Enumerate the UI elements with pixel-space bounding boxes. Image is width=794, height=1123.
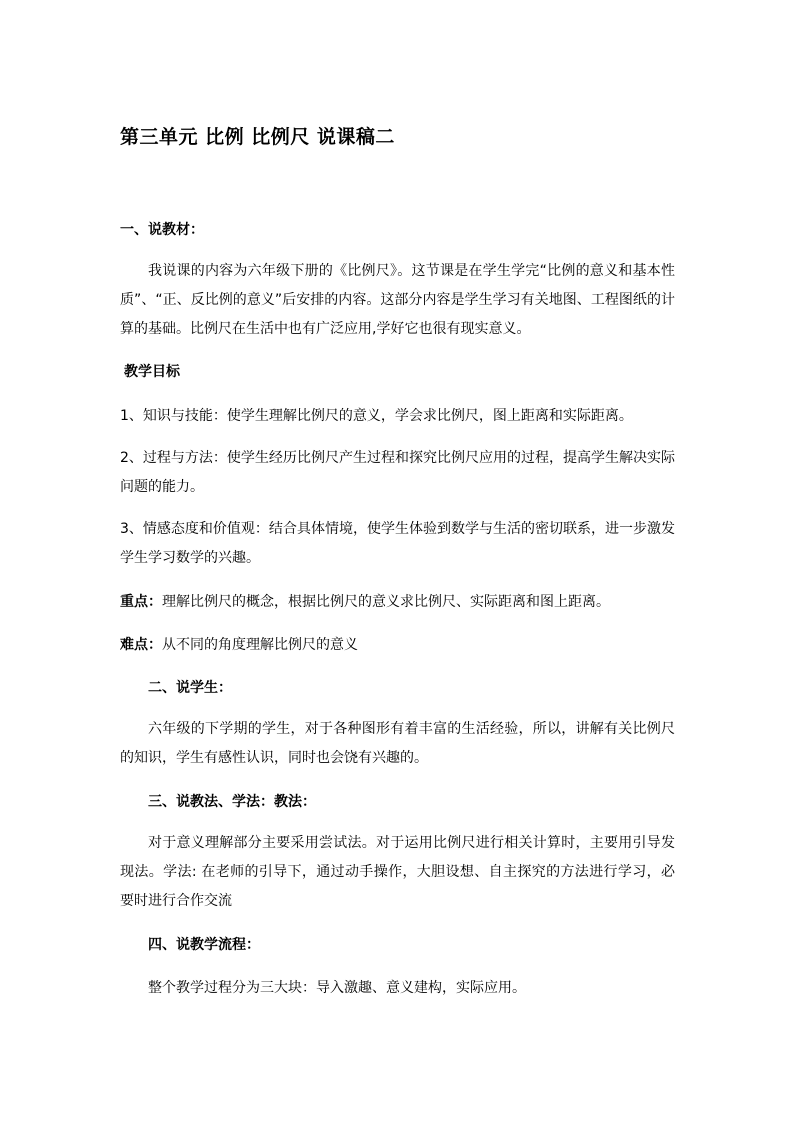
difficulty-text: 从不同的角度理解比例尺的意义 bbox=[162, 637, 358, 653]
goal-2: 2、过程与方法：使学生经历比例尺产生过程和探究比例尺应用的过程，提高学生解决实际问题的能力。 bbox=[120, 450, 675, 495]
section4-heading: 四、说教学流程： bbox=[148, 937, 260, 953]
difficulty-point bbox=[120, 630, 680, 660]
key-point-label: 重点： bbox=[120, 594, 162, 610]
section2-heading: 二、说学生： bbox=[148, 680, 232, 696]
document-title: 第三单元 比例 比例尺 说课稿二 bbox=[120, 126, 395, 148]
goal-1: 1、知识与技能：使学生理解比例尺的意义，学会求比例尺，图上距离和实际距离。 bbox=[120, 408, 633, 424]
key-point bbox=[120, 587, 680, 617]
section1-body: 我说课的内容为六年级下册的《比例尺》。这节课是在学生学完“比例的意义和基本性质”、“正、反比例的意义”后安排的内容。这部分内容是学生学习有关地图、工程图纸的计算的基础。比例尺在生活中也有广泛应用,学好它也很有现实意义。 bbox=[120, 263, 675, 337]
section2-body: 六年级的下学期的学生，对于各种图形有着丰富的生活经验，所以，讲解有关比例尺的知识，学生有感性认识，同时也会饶有兴趣的。 bbox=[120, 721, 675, 766]
section3-heading: 三、说教法、学法：教法： bbox=[148, 794, 316, 810]
section3-body: 对于意义理解部分主要采用尝试法。对于运用比例尺进行相关计算时，主要用引导发现法。学法: 在老师的引导下，通过动手操作，大胆设想、自主探究的方法进行学习，必要时进行合作交流 bbox=[120, 835, 675, 909]
goal-3: 3、情感态度和价值观：结合具体情境，使学生体验到数学与生活的密切联系，进一步激发学生学习数学的兴趣。 bbox=[120, 521, 675, 566]
goals-heading: 教学目标 bbox=[124, 364, 180, 380]
section4-body: 整个教学过程分为三大块：导入激趣、意义建构，实际应用。 bbox=[148, 980, 526, 996]
key-point-text: 理解比例尺的概念，根据比例尺的意义求比例尺、实际距离和图上距离。 bbox=[162, 594, 610, 610]
difficulty-label: 难点： bbox=[120, 637, 162, 653]
section1-heading: 一、说教材： bbox=[120, 222, 204, 238]
